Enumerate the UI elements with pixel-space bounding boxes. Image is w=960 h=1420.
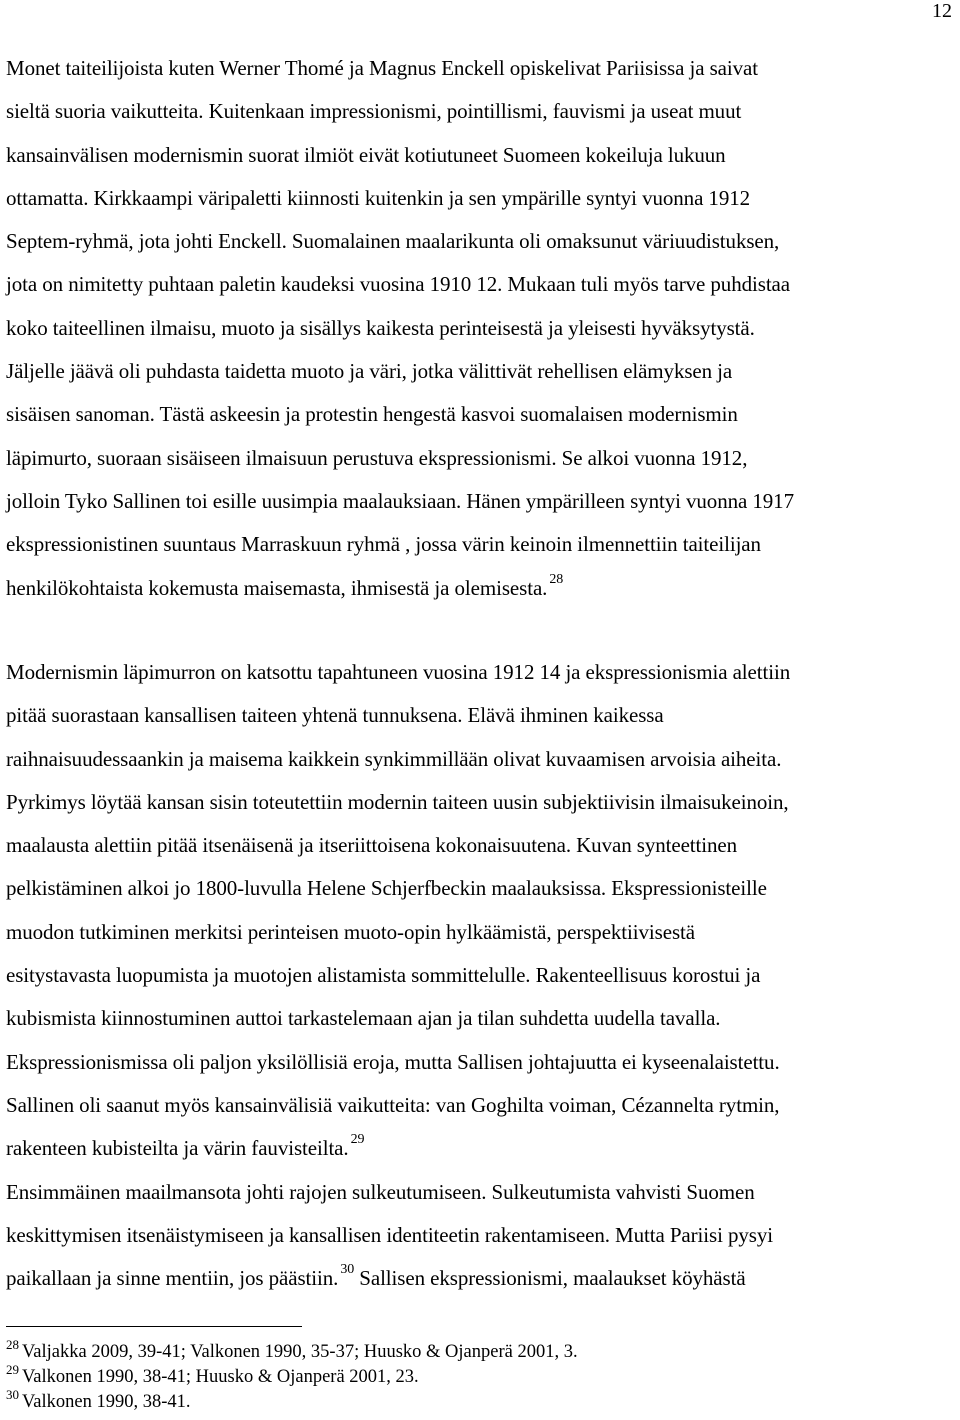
- footnote-number: 30: [6, 1387, 19, 1402]
- text-line-with-footnote: [6, 1257, 954, 1300]
- text-line-with-footnote: [6, 567, 954, 610]
- text-line: keskittymisen itsenäistymiseen ja kansallisen identiteetin rakentamiseen. Mutta Pariisi pysyi: [6, 1222, 773, 1247]
- text-line: Jäljelle jäävä oli puhdasta taidetta muoto ja väri, jotka välittivät rehellisen elämyksen ja: [6, 359, 733, 384]
- paragraph-1: [6, 47, 954, 610]
- text-line: Sallinen oli saanut myös kansainvälisiä vaikutteita: van Goghilta voiman, Cézannelta rytmin,: [6, 1092, 780, 1117]
- footnote-text: Valkonen 1990, 38-41.: [22, 1392, 191, 1412]
- text-line: ottamatta. Kirkkaampi väripaletti kiinnosti kuitenkin ja sen ympärille syntyi vuonna 1912: [6, 185, 751, 210]
- text-line: maalausta alettiin pitää itsenäisenä ja itseriittoisena kokonaisuutena. Kuvan synteettinen: [6, 833, 738, 858]
- text-line: muodon tutkiminen merkitsi perinteisen muoto-opin hylkäämistä, perspektiivisestä: [6, 919, 695, 944]
- footnotes: [6, 1337, 954, 1415]
- text-line: pelkistäminen alkoi jo 1800-luvulla Helene Schjerfbeckin maalauksissa. Ekspressionisteille: [6, 876, 767, 901]
- text-line: Modernismin läpimurron on katsottu tapahtuneen vuosina 1912 14 ja ekspressionismia alettiin: [6, 660, 791, 684]
- footnote-number: 28: [6, 1337, 19, 1352]
- text-line: Septem-ryhmä, jota johti Enckell. Suomalainen maalarikunta oli omaksunut väriuudistuksen,: [6, 229, 780, 254]
- footnote-29: [6, 1362, 954, 1390]
- text-line: esitystavasta luopumista ja muotojen alistamista sommittelulle. Rakenteellisuus korostui ja: [6, 963, 761, 988]
- text-line: ekspressionistinen suuntaus Marraskuun ryhmä , jossa värin keinoin ilmennettiin taiteilijan: [6, 532, 761, 557]
- footnote-28: [6, 1337, 954, 1365]
- text-line-with-footnote: [6, 1127, 954, 1170]
- footnote-divider: [6, 1326, 302, 1327]
- text-line: kansainvälisen modernismin suorat ilmiöt eivät kotiutuneet Suomeen kokeiluja lukuun: [6, 142, 726, 167]
- text-line: koko taiteellinen ilmaisu, muoto ja sisällys kaikesta perinteisestä ja yleisesti hyväksytystä.: [6, 315, 755, 340]
- footnote-reference: 28: [549, 571, 564, 587]
- footnote-text: Valkonen 1990, 38-41; Huusko & Ojanperä 2001, 23.: [22, 1367, 419, 1387]
- footnote-reference: 29: [350, 1132, 365, 1148]
- text-line: rakenteen kubisteilta ja värin fauvisteilta.: [6, 1136, 349, 1161]
- text-line: kubismista kiinnostuminen auttoi tarkastelemaan ajan ja tilan suhdetta uudella tavalla.: [6, 1006, 721, 1031]
- text-line: jota on nimitetty puhtaan paletin kaudeksi vuosina 1910 12. Mukaan tuli myös tarve puhdistaa: [6, 272, 790, 297]
- text-line: Ensimmäinen maailmansota johti rajojen sulkeutumiseen. Sulkeutumista vahvisti Suomen: [6, 1179, 755, 1204]
- footnote-number: 29: [6, 1362, 19, 1377]
- text-line: raihnaisuudessaankin ja maisema kaikkein synkimmillään olivat kuvaamisen arvoisia aiheita.: [6, 746, 782, 771]
- text-line: Pyrkimys löytää kansan sisin toteutettiin modernin taiteen uusin subjektiivisin ilmaisukeinoin,: [6, 789, 789, 814]
- text-line: läpimurto, suoraan sisäiseen ilmaisuun perustuva ekspressionismi. Se alkoi vuonna 1912,: [6, 445, 748, 470]
- paragraph-2: [6, 651, 954, 1300]
- footnote-30: [6, 1387, 954, 1415]
- footnote-text: Valjakka 2009, 39-41; Valkonen 1990, 35-37; Huusko & Ojanperä 2001, 3.: [22, 1342, 578, 1362]
- text-line: Sallisen ekspressionismi, maalaukset köyhästä: [354, 1266, 746, 1291]
- text-line: paikallaan ja sinne mentiin, jos päästiin.: [6, 1266, 339, 1291]
- text-line: pitää suorastaan kansallisen taiteen yhtenä tunnuksena. Elävä ihminen kaikessa: [6, 703, 664, 728]
- text-line: henkilökohtaista kokemusta maisemasta, ihmisestä ja olemisesta.: [6, 575, 548, 600]
- text-line: sieltä suoria vaikutteita. Kuitenkaan impressionismi, pointillismi, fauvismi ja useat muut: [6, 99, 742, 124]
- footnote-reference: 30: [340, 1262, 355, 1278]
- text-line: sisäisen sanoman. Tästä askeesin ja protestin hengestä kasvoi suomalaisen modernismin: [6, 402, 738, 427]
- page-number: 12: [932, 0, 952, 22]
- text-line: Ekspressionismissa oli paljon yksilöllisiä eroja, mutta Sallisen johtajuutta ei kyseenalaistettu.: [6, 1049, 780, 1074]
- text-line: jolloin Tyko Sallinen toi esille uusimpia maalauksiaan. Hänen ympärilleen syntyi vuonna 1917: [6, 488, 794, 513]
- text-line: Monet taiteilijoista kuten Werner Thomé ja Magnus Enckell opiskelivat Pariisissa ja saivat: [6, 56, 758, 80]
